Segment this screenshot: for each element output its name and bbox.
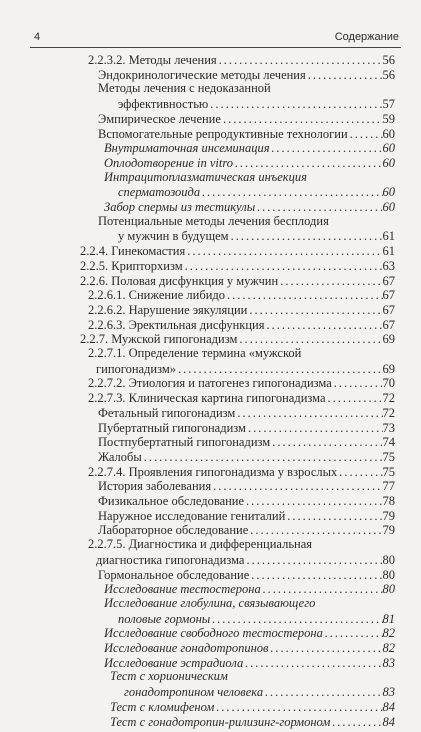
- toc-entry-line: Потенциальные методы лечения бесплодия: [98, 214, 329, 228]
- toc-page-number: 60: [382, 156, 395, 170]
- toc-entry: [80, 258, 395, 274]
- toc-page-number: 72: [382, 406, 395, 420]
- dot-leader: [306, 68, 383, 83]
- toc-entry: [118, 96, 395, 112]
- dot-leader: [270, 141, 383, 156]
- toc-entry: [88, 287, 395, 303]
- toc-entry-title: гипогонадизм»: [96, 362, 177, 376]
- toc-entry-title: Оплодотворение in vitro: [104, 156, 233, 170]
- toc-entry-title: 2.2.5. Крипторхизм: [80, 259, 183, 273]
- toc-entry-title: 2.2.7.3. Клиническая картина гипогонадизма: [88, 391, 326, 405]
- toc-page-number: 60: [382, 185, 395, 199]
- toc-entry-title: Забор спермы из тестикулы: [104, 200, 256, 214]
- toc-page-number: 61: [382, 244, 395, 258]
- toc-page-number: 75: [382, 450, 395, 464]
- dot-leader: [332, 376, 383, 391]
- dot-leader: [268, 641, 382, 656]
- toc-entry-title: История заболевания: [98, 479, 212, 493]
- toc-entry-title: Тест с гонадотропин-рилизинг-гормоном: [110, 715, 331, 729]
- dot-leader: [211, 479, 382, 494]
- dot-leader: [221, 112, 383, 127]
- dot-leader: [225, 288, 383, 303]
- toc-entry-line: 2.2.7.1. Определение термина «мужской: [88, 346, 302, 360]
- dot-leader: [183, 259, 383, 274]
- toc-entry: [88, 390, 395, 406]
- page-number: 4: [34, 31, 41, 43]
- dot-leader: [244, 553, 382, 568]
- toc-entry-title: гонадотропином человека: [124, 685, 264, 699]
- toc-entry: [80, 331, 395, 347]
- toc-entry: [118, 228, 395, 244]
- toc-entry: [88, 52, 395, 68]
- toc-entry-title: Эмпирическое лечение: [98, 112, 221, 126]
- toc-entry-title: Гормональное обследование: [98, 568, 250, 582]
- toc-page-number: 83: [382, 656, 395, 670]
- dot-leader: [244, 494, 382, 509]
- dot-leader: [214, 700, 382, 715]
- dot-leader: [248, 523, 382, 538]
- toc-entry-title: Физикальное обследование: [98, 494, 245, 508]
- dot-leader: [255, 200, 382, 215]
- toc-page-number: 73: [382, 421, 395, 435]
- toc-page-number: 59: [382, 112, 395, 126]
- toc-page-number: 80: [382, 553, 395, 567]
- toc-entry-line: Методы лечения с недоказанной: [98, 81, 271, 95]
- toc-entry: [98, 478, 395, 494]
- toc-entry-title: Фетальный гипогонадизм: [98, 406, 236, 420]
- toc-entry: [110, 699, 395, 715]
- toc-entry-line: Исследование глобулина, связывающего: [104, 596, 316, 610]
- dot-leader: [270, 435, 382, 450]
- toc-page-number: 61: [382, 229, 395, 243]
- toc-entry: [98, 522, 395, 538]
- toc-page-number: 78: [382, 494, 395, 508]
- toc-entry-title: Наружное исследование гениталий: [98, 509, 286, 523]
- dot-leader: [263, 685, 382, 700]
- running-header-title: Содержание: [334, 31, 399, 43]
- toc-page-number: 60: [382, 141, 395, 155]
- dot-leader: [200, 185, 382, 200]
- toc-entry: [98, 449, 395, 465]
- toc-page-number: 67: [382, 318, 395, 332]
- toc-page-number: 60: [382, 127, 395, 141]
- toc-entry-title: Исследование гонадотропинов: [104, 641, 269, 655]
- dot-leader: [217, 53, 383, 68]
- toc-entry-title: Постпубертатный гипогонадизм: [98, 435, 271, 449]
- toc-entry-title: Лабораторное обследование: [98, 523, 249, 537]
- toc-page-number: 56: [382, 53, 395, 67]
- dot-leader: [247, 303, 382, 318]
- toc-page-number: 79: [382, 509, 395, 523]
- toc-entry-title: 2.2.7.2. Этиология и патогенез гипогонадизма: [88, 376, 332, 390]
- toc-page-number: 70: [382, 376, 395, 390]
- toc-entry-title: Вспомогательные репродуктивные технологии: [98, 127, 348, 141]
- toc-entry: [110, 714, 395, 730]
- toc-entry: [104, 199, 395, 215]
- dot-leader: [323, 626, 383, 641]
- toc-entry: [98, 111, 395, 127]
- toc-entry-title: Исследование эстрадиола: [104, 656, 244, 670]
- dot-leader: [261, 582, 383, 597]
- toc-entry-title: Внутриматочная инсеминация: [104, 141, 270, 155]
- dot-leader: [237, 332, 382, 347]
- toc-page-number: 57: [382, 97, 395, 111]
- toc-entry: [104, 581, 395, 597]
- toc-entry: [98, 405, 395, 421]
- dot-leader: [235, 406, 382, 421]
- toc-page-number: 56: [382, 68, 395, 82]
- dot-leader: [233, 156, 383, 171]
- toc-entry-title: Исследование свободного тестостерона: [104, 626, 323, 640]
- toc-entry-title: 2.2.6.3. Эректильная дисфункция: [88, 318, 265, 332]
- toc-entry: [88, 375, 395, 391]
- toc-page-number: 80: [382, 582, 395, 596]
- dot-leader: [185, 244, 382, 259]
- toc-page-number: 67: [382, 303, 395, 317]
- toc-page-number: 72: [382, 391, 395, 405]
- toc-page-number: 82: [382, 626, 395, 640]
- toc-page-number: 84: [382, 715, 395, 729]
- toc-page-number: 80: [382, 568, 395, 582]
- toc-entry: [118, 184, 395, 200]
- toc-page-number: 69: [382, 362, 395, 376]
- dot-leader: [243, 656, 382, 671]
- toc-entry-title: Эндокринологические методы лечения: [98, 68, 306, 82]
- toc-page-number: 67: [382, 288, 395, 302]
- toc-entry: [96, 552, 395, 568]
- toc-page-number: 81: [382, 612, 395, 626]
- header-divider: [30, 47, 401, 48]
- toc-entry-title: 2.2.7.4. Проявления гипогонадизма у взрослых: [88, 465, 338, 479]
- toc-entry-title: сперматозоида: [118, 185, 201, 199]
- toc-entry-line: 2.2.7.5. Диагностика и дифференциальная: [88, 537, 313, 551]
- toc-entry-title: диагностика гипогонадизма: [96, 553, 245, 567]
- toc-entry: [98, 493, 395, 509]
- dot-leader: [142, 450, 383, 465]
- dot-leader: [330, 715, 382, 730]
- toc-page-number: 60: [382, 200, 395, 214]
- toc-page-number: 63: [382, 259, 395, 273]
- toc-entry-title: 2.2.3.2. Методы лечения: [88, 53, 217, 67]
- toc-page-number: 67: [382, 274, 395, 288]
- toc-entry-title: 2.2.7. Мужской гипогонадизм: [80, 332, 238, 346]
- dot-leader: [208, 97, 382, 112]
- toc-page-number: 74: [382, 435, 395, 449]
- toc-page-number: 84: [382, 700, 395, 714]
- toc-entry-title: 2.2.6. Половая дисфункция у мужчин: [80, 274, 279, 288]
- toc-entry: [104, 640, 395, 656]
- toc-page-number: 77: [382, 479, 395, 493]
- toc-entry: [104, 155, 395, 171]
- toc-entry: [88, 302, 395, 318]
- toc-entry-line: Интрацитоплазматическая инъекция: [104, 170, 307, 184]
- toc-entry: [124, 684, 395, 700]
- toc-page-number: 79: [382, 523, 395, 537]
- toc-entry-title: Жалобы: [98, 450, 142, 464]
- toc-page-number: 69: [382, 332, 395, 346]
- toc-entry-title: Тест с кломифеном: [110, 700, 215, 714]
- toc-page-number: 75: [382, 465, 395, 479]
- toc-entry: [98, 434, 395, 450]
- toc-entry-title: Исследование тестостерона: [104, 582, 261, 596]
- toc-entry-title: половые гормоны: [118, 612, 211, 626]
- toc-entry-title: 2.2.4. Гинекомастия: [80, 244, 186, 258]
- toc-entry: [80, 243, 395, 259]
- toc-entry-title: у мужчин в будущем: [118, 229, 229, 243]
- toc-entry-title: Пубертатный гипогонадизм: [98, 421, 246, 435]
- toc-entry-title: 2.2.6.2. Нарушение эякуляции: [88, 303, 248, 317]
- dot-leader: [229, 229, 383, 244]
- toc-page-number: 83: [382, 685, 395, 699]
- dot-leader: [326, 391, 383, 406]
- toc-entry: [104, 625, 395, 641]
- toc-entry-title: 2.2.6.1. Снижение либидо: [88, 288, 225, 302]
- toc-page-number: 82: [382, 641, 395, 655]
- toc-entry-line: Тест с хорионическим: [110, 669, 228, 683]
- toc-entry: [104, 140, 395, 156]
- toc-entry-title: эффективностью: [118, 97, 209, 111]
